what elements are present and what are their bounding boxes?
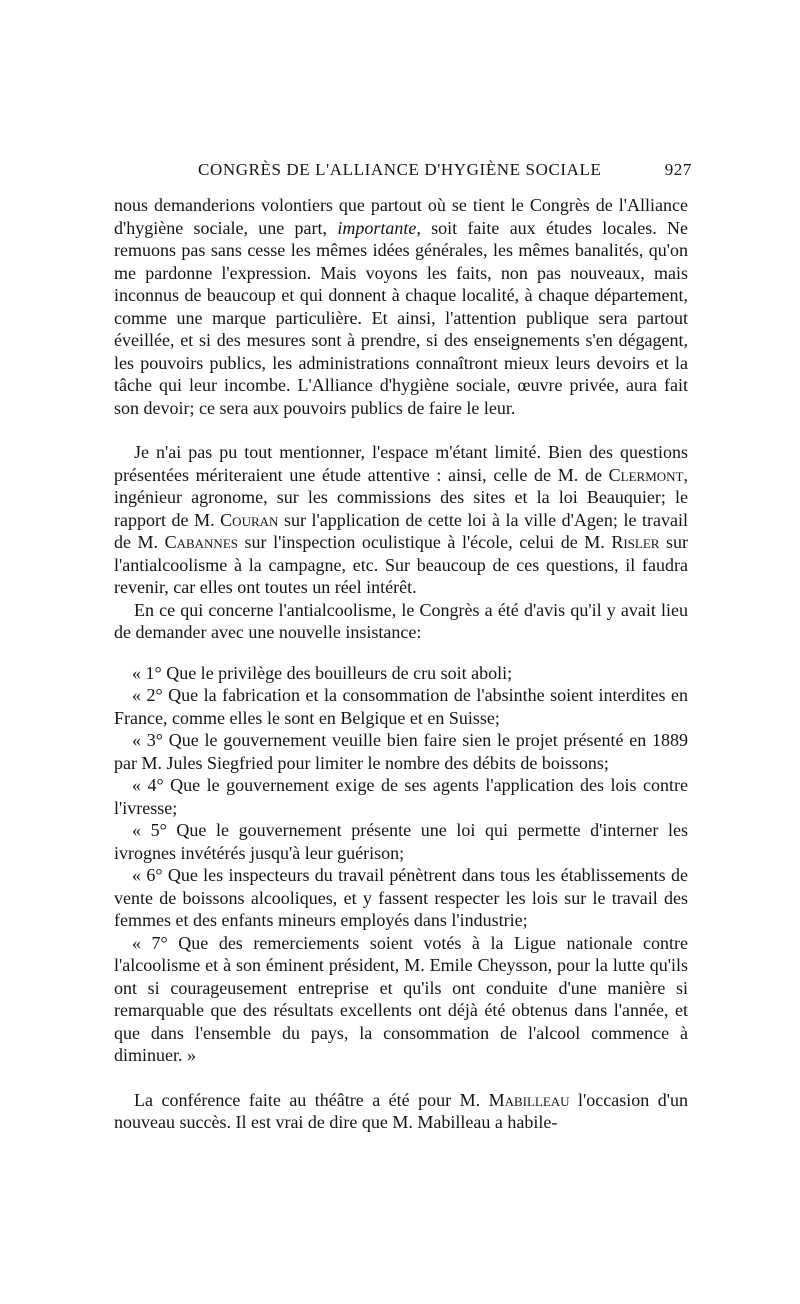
paragraph-1 [114, 194, 688, 419]
resolution-3: « 3° Que le gouvernement veuille bien faire sien le projet présenté en 1889 par M. Jules Siegfried pour limiter le nombre des débits de boissons; [114, 730, 688, 773]
paragraph-3: En ce qui concerne l'antialcoolisme, le Congrès a été d'avis qu'il y avait lieu de demander avec une nouvelle insistance: [114, 599, 688, 642]
person-name: Cabannes [164, 532, 238, 552]
running-title: CONGRÈS DE L'ALLIANCE D'HYGIÈNE SOCIALE [198, 160, 602, 179]
text-run: La conférence faite au théâtre a été pour M. [134, 1089, 489, 1110]
resolution-5: « 5° Que le gouvernement présente une loi qui permette d'interner les ivrognes invétérés jusqu'à leur guérison; [114, 820, 688, 863]
page-number: 927 [664, 160, 692, 179]
resolution-1: « 1° Que le privilège des bouilleurs de cru soit aboli; [132, 662, 513, 683]
resolution-4: « 4° Que le gouvernement exige de ses agents l'application des lois contre l'ivresse; [114, 775, 688, 818]
person-name: Risler [611, 532, 660, 552]
resolution-7: « 7° Que des remerciements soient votés à la Ligue nationale contre l'alcoolisme et à son éminent président, M. Emile Cheysson, pour la lutte qu'ils ont si courageusement entreprise et qu'ils ont conduite d'une manière si remarquable que des résultats excellents ont déjà été obtenus dans l'année, et que dans l'ensemble du pays, la consommation de l'alcool commence à diminuer. » [114, 932, 688, 1065]
text-run: Je n'ai pas pu tout mentionner, l'espace m'étant limité. Bien des questions présentées mériteraient une étude attentive : ainsi, celle de M. de [114, 442, 688, 485]
paragraph-4 [114, 1089, 688, 1134]
emphasis: importante [337, 217, 417, 238]
text-run: nous demanderions volontiers que partout où se tient le Congrès de l'Alliance d'hygiène sociale, une part, [114, 195, 688, 238]
text-run: sur l'application de cette loi à la ville d'Agen; le travail de M. [114, 509, 688, 552]
text-run: sur l'antialcoolisme à la campagne, etc. Sur beaucoup de ces questions, il faudra revenir, car elles ont toutes un réel intérêt. [114, 532, 688, 597]
text-run: sur l'inspection oculistique à l'école, celui de M. [238, 532, 612, 552]
person-name: Couran [220, 509, 279, 530]
text-run: , ingénieur agronome, sur les commissions des sites et la loi Beauquier; le rapport de M. [114, 464, 688, 530]
resolution-6: « 6° Que les inspecteurs du travail pénètrent dans tous les établissements de vente de boissons alcooliques, et y fassent respecter les lois sur le travail des femmes et des enfants mineurs employés dans l'industrie; [114, 865, 688, 930]
running-header [114, 160, 692, 180]
text-run: , soit faite aux études locales. Ne remuons pas sans cesse les mêmes idées générales, les mêmes banalités, qu'on me pardonne l'expression. Mais voyons les faits, non pas nouveaux, mais inconnus de beaucoup et qui donnent à chaque localité, à chaque département, comme une marque particulière. Et ainsi, l'attention publique sera partout éveillée, et si des mesures sont à prendre, si des enseignements s'en dégagent, les pouvoirs publics, les administrations connaîtront mieux leurs devoirs et la tâche qui leur incombe. L'Alliance d'hygiène sociale, œuvre privée, aura fait son devoir; ce sera aux pouvoirs publics de faire le leur. [114, 217, 689, 418]
body-text [114, 194, 688, 1134]
person-name: Mabilleau [488, 1089, 570, 1110]
text-run: l'occasion d'un nouveau succès. Il est vrai de dire que M. Mabilleau a habile- [114, 1089, 688, 1132]
resolution-2: « 2° Que la fabrication et la consommation de l'absinthe soient interdites en France, comme elles le sont en Belgique et en Suisse; [114, 685, 688, 728]
person-name: Clermont [608, 464, 684, 485]
paragraph-2 [114, 441, 688, 599]
